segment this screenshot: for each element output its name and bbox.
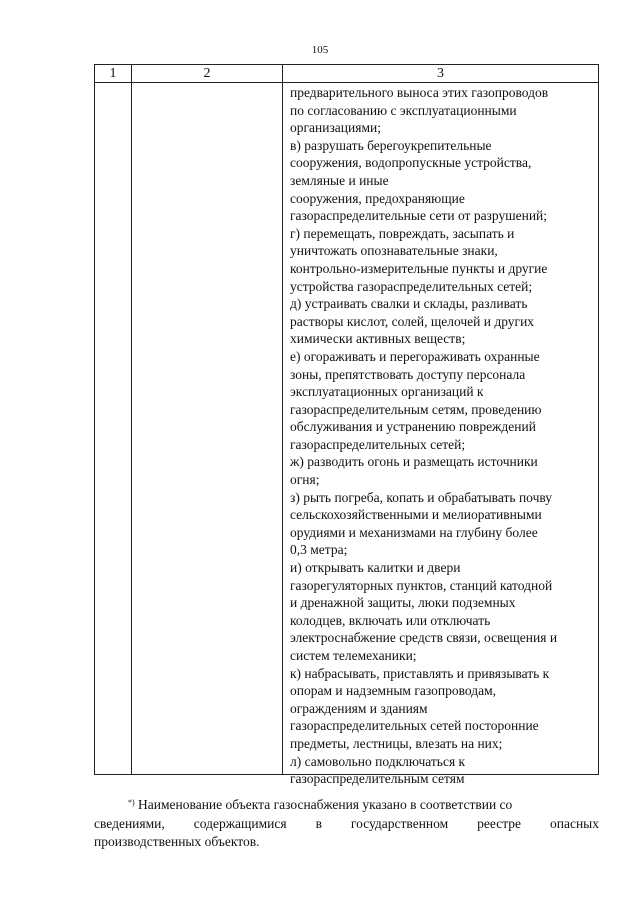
header-col-3: 3 xyxy=(283,65,599,83)
text-line: огня; xyxy=(290,472,320,488)
footnote-line-2: сведениями, содержащимися в государственном реестре опасных xyxy=(94,815,599,831)
footnote-line-1: Наименование объекта газоснабжения указано в соответствии со xyxy=(138,797,513,812)
cell-col-3 xyxy=(283,83,599,787)
text-line: зоны, препятствовать доступу персонала xyxy=(290,366,526,382)
text-line: г) перемещать, повреждать, засыпать и xyxy=(290,225,515,241)
text-line: колодцев, включать или отключать xyxy=(290,612,491,628)
text-line: е) огораживать и перегораживать охранные xyxy=(290,348,540,364)
text-line: газораспределительных сетей; xyxy=(290,436,466,452)
page-number: 105 xyxy=(311,44,329,56)
text-line: газораспределительным сетям xyxy=(290,771,465,787)
text-line: газораспределительные сети от разрушений; xyxy=(290,208,548,224)
text-line: орудиями и механизмами на глубину более xyxy=(290,524,538,540)
header-row xyxy=(95,65,599,83)
text-line: л) самовольно подключаться к xyxy=(290,753,466,769)
text-line: д) устраивать свалки и склады, разливать xyxy=(290,296,528,312)
text-line: ограждениям и зданиям xyxy=(290,700,428,716)
footnote xyxy=(94,796,599,852)
text-line: сооружения, водопропускные устройства, xyxy=(290,155,532,171)
text-line: ж) разводить огонь и размещать источники xyxy=(290,454,538,470)
text-line: обслуживания и устранению повреждений xyxy=(290,419,536,435)
text-line: уничтожать опознавательные знаки, xyxy=(290,243,498,259)
text-line: сельскохозяйственными и мелиоративными xyxy=(290,507,542,523)
text-line: организациями; xyxy=(290,120,381,136)
text-line: химически активных веществ; xyxy=(290,331,466,347)
text-line: эксплуатационных организаций к xyxy=(290,384,484,400)
text-line: электроснабжение средств связи, освещения и xyxy=(290,630,558,646)
text-line: контрольно-измерительные пункты и другие xyxy=(290,260,548,276)
text-line: и дренажной защиты, люки подземных xyxy=(290,595,516,611)
footnote-marker: *) xyxy=(128,798,135,807)
text-line: предварительного выноса этих газопроводов xyxy=(290,85,549,100)
text-line: в) разрушать берегоукрепительные xyxy=(290,137,492,153)
footnote-line-3: производственных объектов. xyxy=(94,834,260,849)
text-line: газорегуляторных пунктов, станций катодной xyxy=(290,577,553,593)
cell-col-2 xyxy=(132,83,283,775)
text-line: и) открывать калитки и двери xyxy=(290,560,461,576)
text-line: з) рыть погреба, копать и обрабатывать почву xyxy=(290,489,553,505)
text-line: к) набрасывать, приставлять и привязывать к xyxy=(290,665,550,681)
text-line: сооружения, предохраняющие xyxy=(290,190,465,206)
restrictions-text xyxy=(283,83,598,787)
header-col-1: 1 xyxy=(95,65,132,83)
text-line: по согласованию с эксплуатационными xyxy=(290,102,517,118)
text-line: систем телемеханики; xyxy=(290,648,417,663)
table-row xyxy=(95,83,599,775)
requirements-table xyxy=(94,64,599,787)
text-line: растворы кислот, солей, щелочей и других xyxy=(290,313,535,329)
text-line: земляные и иные xyxy=(290,172,389,188)
header-col-2: 2 xyxy=(132,65,283,83)
text-line: устройства газораспределительных сетей; xyxy=(290,278,533,294)
cell-col-1 xyxy=(95,83,132,775)
text-line: предметы, лестницы, влезать на них; xyxy=(290,735,503,751)
text-line: опорам и надземным газопроводам, xyxy=(290,683,496,699)
text-line: 0,3 метра; xyxy=(290,542,348,558)
text-line: газораспределительных сетей посторонние xyxy=(290,718,539,734)
text-line: газораспределительным сетям, проведению xyxy=(290,401,542,417)
